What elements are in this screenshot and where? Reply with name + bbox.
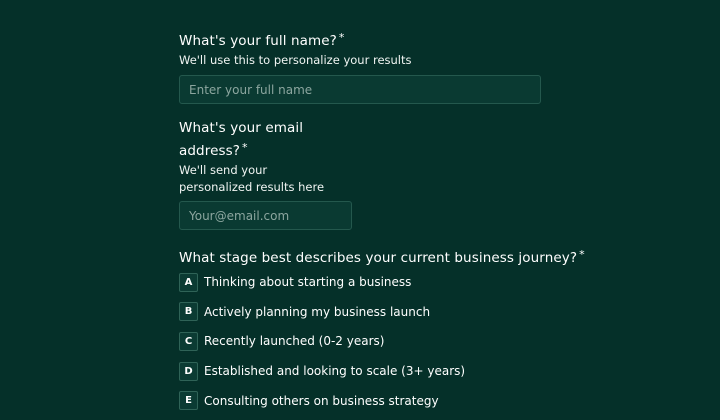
stage-option-c[interactable] [179,331,465,351]
stage-question-title [179,245,585,268]
stage-option-b[interactable] [179,302,465,322]
option-label: Established and looking to scale (3+ years) [204,364,466,379]
stage-question-text: What stage best describes your current business journey? [179,250,578,266]
email-question-description: We'll send your personalized results here [179,163,325,194]
full-name-input[interactable] [179,75,541,104]
option-key-badge: E [179,391,198,410]
name-question-text: What's your full name? [179,33,337,49]
required-asterisk: * [579,248,585,261]
option-key-badge: C [179,332,198,351]
name-question-description: We'll use this to personalize your results [179,53,412,67]
name-question-title [179,28,345,51]
option-key-badge: D [179,362,198,381]
stage-option-a[interactable] [179,272,465,292]
stage-option-d[interactable] [179,361,465,381]
option-key-badge: B [179,302,198,321]
option-key-badge: A [179,273,198,292]
email-question-title [179,119,329,161]
stage-options-list [179,272,465,420]
option-label: Thinking about starting a business [204,275,412,289]
option-label: Actively planning my business launch [204,304,431,319]
option-label: Recently launched (0-2 years) [204,334,385,349]
email-input[interactable] [179,201,352,230]
email-question-text: What's your email address? [179,120,304,159]
required-asterisk: * [338,31,345,44]
option-label: Consulting others on business strategy [204,393,439,408]
stage-option-e[interactable] [179,391,465,411]
required-asterisk: * [242,141,248,154]
